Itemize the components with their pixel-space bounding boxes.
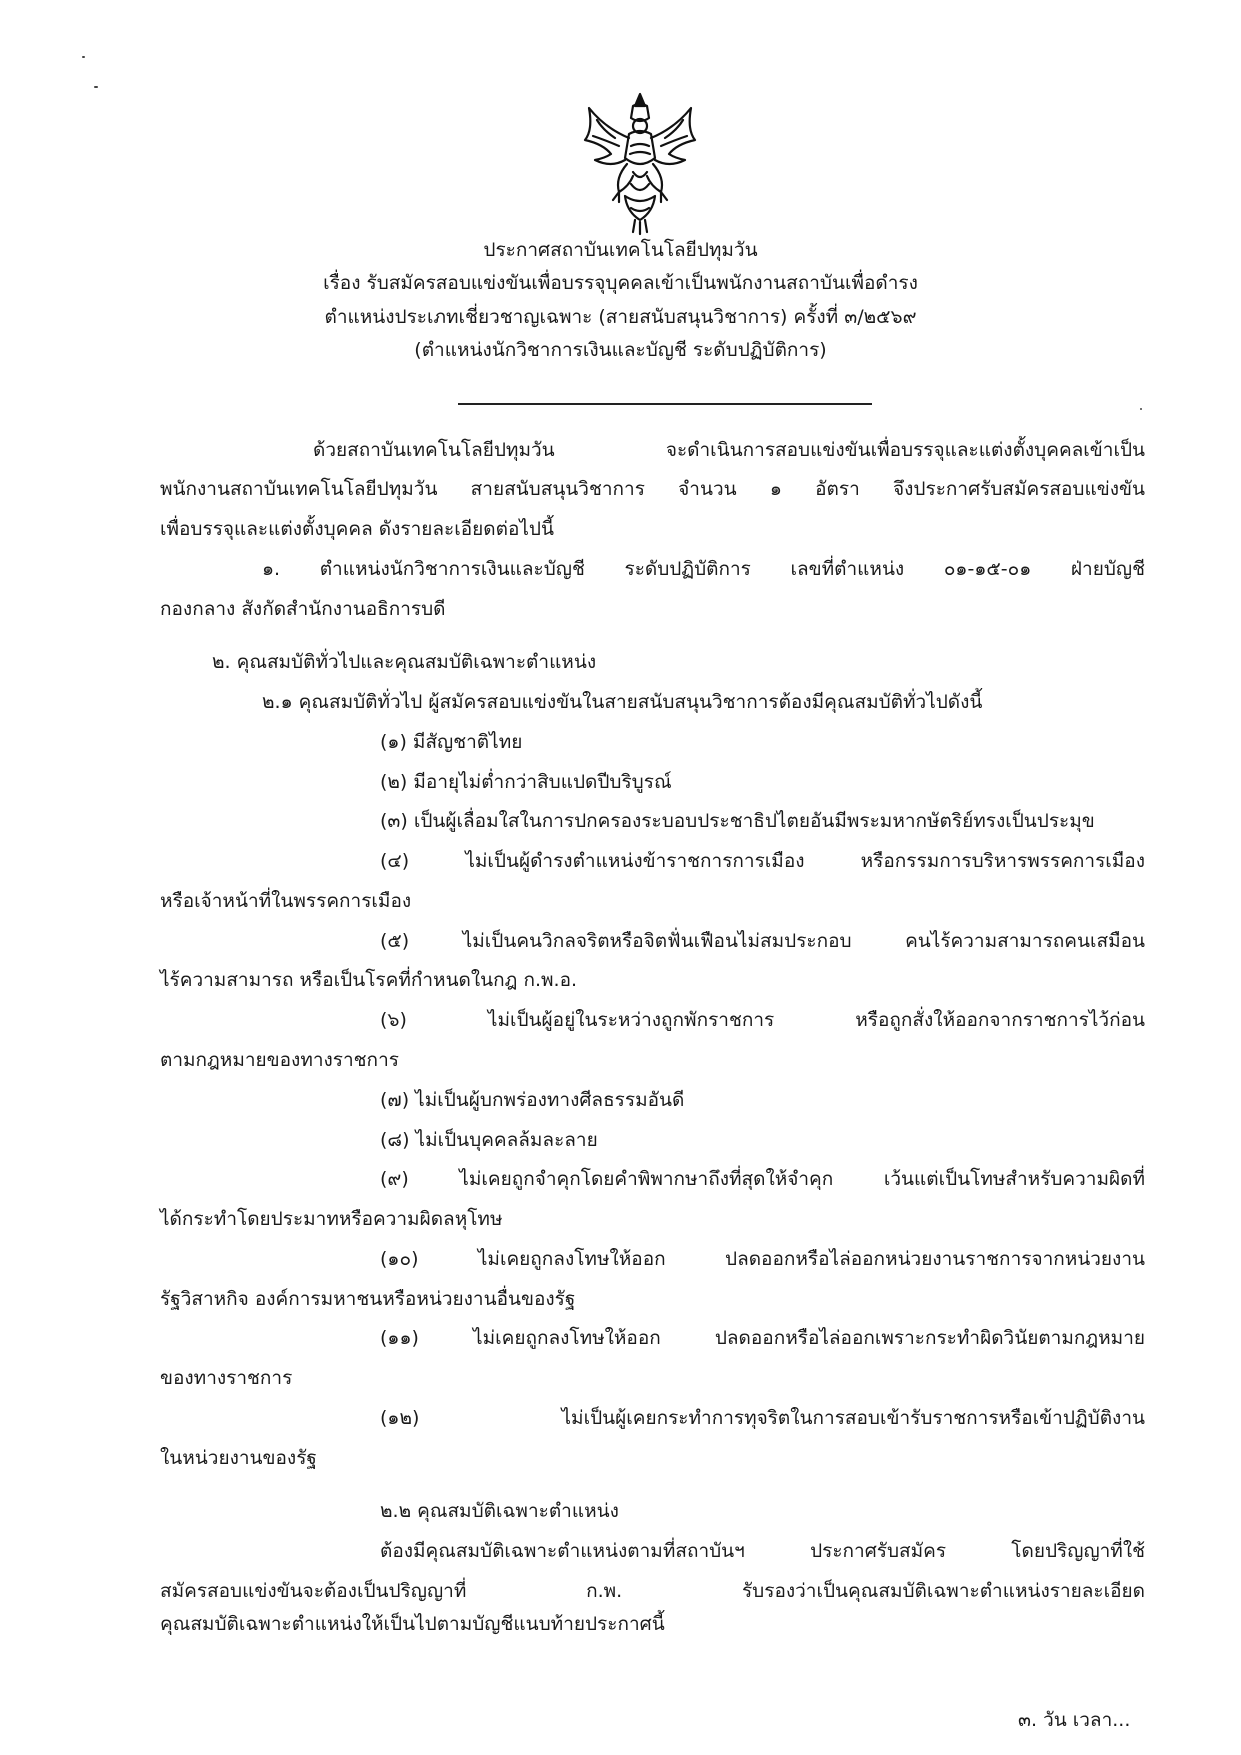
section1-line: ๑. ตำแหน่งนักวิชาการเงินและบัญชี ระดับปฏิบัติการ เลขที่ตำแหน่ง ๐๑-๑๕-๐๑ ฝ่ายบัญชี xyxy=(262,558,1145,580)
qualification-item-cont: ไร้ความสามารถ หรือเป็นโรคที่กำหนดในกฎ ก.พ.อ. xyxy=(160,969,578,991)
section2-2-paragraph: ต้องมีคุณสมบัติเฉพาะตำแหน่งตามที่สถาบันฯ ประกาศรับสมัคร โดยปริญญาที่ใช้ xyxy=(380,1540,1145,1562)
qualification-item: (๔) ไม่เป็นผู้ดำรงตำแหน่งข้าราชการการเมือง หรือกรรมการบริหารพรรคการเมือง xyxy=(380,850,1145,872)
section2-2-paragraph: คุณสมบัติเฉพาะตำแหน่งให้เป็นไปตามบัญชีแนบท้ายประกาศนี้ xyxy=(160,1613,665,1635)
qualification-item-cont: หรือเจ้าหน้าที่ในพรรคการเมือง xyxy=(160,890,412,912)
qualification-item: (๒) มีอายุไม่ต่ำกว่าสิบแปดปีบริบูรณ์ xyxy=(380,771,672,793)
announcement-subject: เรื่อง รับสมัครสอบแข่งขันเพื่อบรรจุบุคคลเข้าเป็นพนักงานสถาบันเพื่อดำรง xyxy=(323,272,918,294)
qualification-item: (๑๑) ไม่เคยถูกลงโทษให้ออก ปลดออกหรือไล่ออกเพราะกระทำผิดวินัยตามกฎหมาย xyxy=(380,1327,1145,1349)
section2-heading: ๒. คุณสมบัติทั่วไปและคุณสมบัติเฉพาะตำแหน่ง xyxy=(212,651,597,673)
qualification-item: (๑๒) ไม่เป็นผู้เคยกระทำการทุจริตในการสอบเข้ารับราชการหรือเข้าปฏิบัติงาน xyxy=(380,1407,1145,1429)
announcement-position-name: (ตำแหน่งนักวิชาการเงินและบัญชี ระดับปฏิบัติการ) xyxy=(414,339,827,361)
scan-speck xyxy=(82,56,85,58)
qualification-item: (๖) ไม่เป็นผู้อยู่ในระหว่างถูกพักราชการ หรือถูกสั่งให้ออกจากราชการไว้ก่อน xyxy=(380,1009,1145,1031)
section1-line: กองกลาง สังกัดสำนักงานอธิการบดี xyxy=(160,598,446,620)
scan-speck xyxy=(94,86,98,88)
announcement-position-type: ตำแหน่งประเภทเชี่ยวชาญเฉพาะ (สายสนับสนุนวิชาการ) ครั้งที่ ๓/๒๕๖๙ xyxy=(324,306,917,328)
section2-2-paragraph: สมัครสอบแข่งขันจะต้องเป็นปริญญาที่ ก.พ. รับรองว่าเป็นคุณสมบัติเฉพาะตำแหน่งรายละเอียด xyxy=(160,1580,1145,1602)
continuation-marker: ๓. วัน เวลา... xyxy=(1018,1709,1131,1731)
intro-line: ด้วยสถาบันเทคโนโลยีปทุมวัน จะดำเนินการสอบแข่งขันเพื่อบรรจุและแต่งตั้งบุคคลเข้าเป็น xyxy=(313,439,1145,461)
qualification-item-cont: รัฐวิสาหกิจ องค์การมหาชนหรือหน่วยงานอื่นของรัฐ xyxy=(160,1288,576,1310)
garuda-emblem-icon xyxy=(575,88,705,238)
qualification-item: (๗) ไม่เป็นผู้บกพร่องทางศีลธรรมอันดี xyxy=(380,1089,685,1111)
intro-line: พนักงานสถาบันเทคโนโลยีปทุมวัน สายสนับสนุนวิชาการ จำนวน ๑ อัตรา จึงประกาศรับสมัครสอบแข่งขัน xyxy=(160,478,1145,500)
announcement-title: ประกาศสถาบันเทคโนโลยีปทุมวัน xyxy=(483,239,758,261)
qualification-item: (๓) เป็นผู้เลื่อมใสในการปกครองระบอบประชาธิปไตยอันมีพระมหากษัตริย์ทรงเป็นประมุข xyxy=(380,810,1095,832)
qualification-item-cont: ตามกฎหมายของทางราชการ xyxy=(160,1049,399,1071)
scan-speck xyxy=(1140,408,1142,410)
qualification-item-cont: ได้กระทำโดยประมาทหรือความผิดลหุโทษ xyxy=(160,1208,503,1230)
qualification-item: (๕) ไม่เป็นคนวิกลจริตหรือจิตฟั่นเฟือนไม่สมประกอบ คนไร้ความสามารถคนเสมือน xyxy=(380,930,1145,952)
qualification-item: (๘) ไม่เป็นบุคคลล้มละลาย xyxy=(380,1129,598,1151)
qualification-item-cont: ของทางราชการ xyxy=(160,1367,293,1389)
qualification-item: (๙) ไม่เคยถูกจำคุกโดยคำพิพากษาถึงที่สุดให้จำคุก เว้นแต่เป็นโทษสำหรับความผิดที่ xyxy=(380,1168,1145,1190)
intro-line: เพื่อบรรจุและแต่งตั้งบุคคล ดังรายละเอียดต่อไปนี้ xyxy=(160,518,554,540)
section2-2-heading: ๒.๒ คุณสมบัติเฉพาะตำแหน่ง xyxy=(380,1500,619,1522)
qualification-item: (๑๐) ไม่เคยถูกลงโทษให้ออก ปลดออกหรือไล่ออกหน่วยงานราชการจากหน่วยงาน xyxy=(380,1248,1145,1270)
qualification-item: (๑) มีสัญชาติไทย xyxy=(380,731,523,753)
section2-1-heading: ๒.๑ คุณสมบัติทั่วไป ผู้สมัครสอบแข่งขันในสายสนับสนุนวิชาการต้องมีคุณสมบัติทั่วไปดังนี้ xyxy=(262,691,983,713)
qualification-item-cont: ในหน่วยงานของรัฐ xyxy=(160,1447,317,1469)
header-divider xyxy=(458,403,872,405)
